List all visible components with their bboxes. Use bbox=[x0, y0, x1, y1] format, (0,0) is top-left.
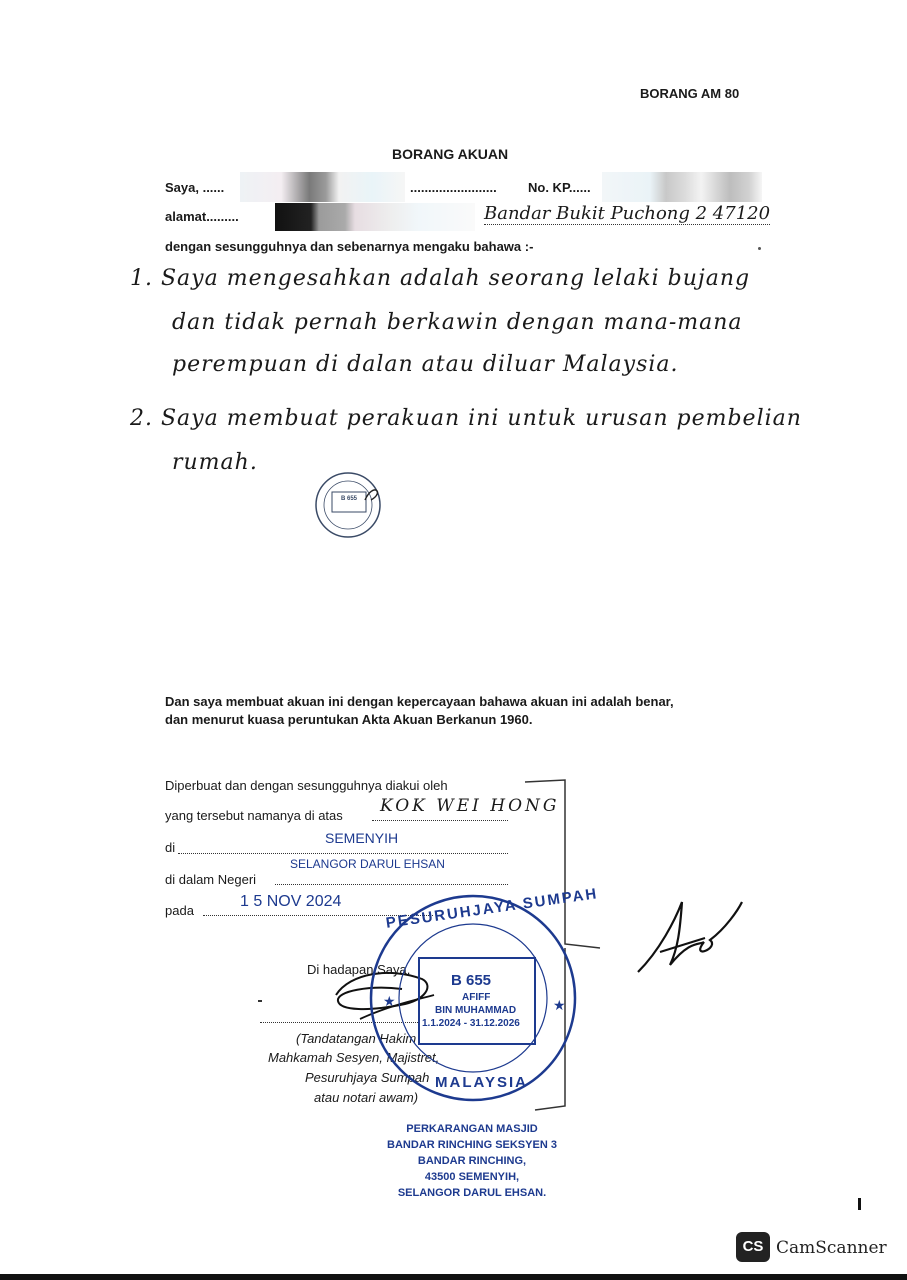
svg-text:★: ★ bbox=[383, 994, 396, 1010]
small-stamp-code: B 655 bbox=[341, 496, 358, 502]
address-line-1: PERKARANGAN MASJID bbox=[406, 1123, 538, 1135]
intro-text: dengan sesungguhnya dan sebenarnya mengaku bahawa :- bbox=[165, 239, 534, 254]
negeri-label: di dalam Negeri bbox=[165, 872, 257, 887]
statement-line-1: Dan saya membuat akuan ini dengan kepercayaan bahawa akuan ini adalah benar, bbox=[165, 694, 674, 709]
address-line-4: 43500 SEMENYIH, bbox=[424, 1171, 520, 1183]
role-line-2: Mahkamah Sesyen, Majistret, bbox=[268, 1050, 440, 1065]
seal-ring-bottom: MALAYSIA bbox=[435, 1074, 528, 1091]
negeri-dotline bbox=[275, 884, 508, 885]
pada-value: 1 5 NOV 2024 bbox=[240, 893, 342, 910]
seal-period: 1.1.2024 - 31.12.2026 bbox=[422, 1018, 520, 1029]
edge-mark bbox=[858, 1198, 861, 1210]
svg-text:★: ★ bbox=[553, 998, 566, 1014]
role-line-3: Pesuruhjaya Sumpah bbox=[305, 1070, 430, 1085]
di-value: SEMENYIH bbox=[325, 830, 399, 846]
hand-line-4: 2. Saya membuat perakuan ini untuk urusan pembelian bbox=[130, 406, 802, 431]
seal-code: B 655 bbox=[451, 972, 492, 989]
hand-line-1: 1. Saya mengesahkan adalah seorang lelaki bujang bbox=[130, 266, 751, 291]
saya-label: Saya, ...... bbox=[165, 180, 225, 195]
bottom-edge bbox=[0, 1274, 907, 1280]
declared-line-2: yang tersebut namanya di atas bbox=[165, 808, 343, 823]
role-line-4: atau notari awam) bbox=[314, 1090, 419, 1105]
alamat-label: alamat......... bbox=[165, 209, 239, 224]
redacted-name bbox=[240, 172, 405, 202]
hadapan-text: Di hadapan Saya, bbox=[307, 962, 411, 977]
seal-name-1: AFIFF bbox=[462, 992, 491, 1003]
camscanner-logo: CS bbox=[736, 1232, 770, 1262]
statement-line-2: dan menurut kuasa peruntukan Akta Akuan Berkanun 1960. bbox=[165, 712, 533, 727]
seal-ring-top: PESURUHJAYA SUMPAH bbox=[384, 885, 600, 932]
alamat-handwritten: Bandar Bukit Puchong 2 47120 bbox=[484, 203, 771, 224]
form-code: BORANG AM 80 bbox=[640, 86, 740, 101]
address-line-5: SELANGOR DARUL EHSAN. bbox=[397, 1187, 547, 1199]
address-line-3: BANDAR RINCHING, bbox=[417, 1155, 527, 1167]
di-dotline bbox=[178, 853, 508, 854]
redacted-address bbox=[275, 203, 475, 231]
di-label: di bbox=[165, 840, 176, 855]
small-stamp bbox=[313, 470, 383, 540]
name-dotline bbox=[372, 820, 508, 821]
speck-mark bbox=[258, 1000, 262, 1002]
redacted-kp bbox=[602, 172, 762, 202]
negeri-value: SELANGOR DARUL EHSAN bbox=[290, 857, 445, 871]
pada-label: pada bbox=[165, 903, 194, 918]
declared-line-1: Diperbuat dan dengan sesungguhnya diakui oleh bbox=[165, 778, 448, 793]
hand-line-5: rumah. bbox=[172, 450, 258, 475]
commissioner-seal bbox=[365, 885, 600, 1108]
speck-dot bbox=[758, 247, 761, 250]
address-line-2: BANDAR RINCHING SEKSYEN 3 bbox=[387, 1139, 557, 1151]
role-line-1: (Tandatangan Hakim bbox=[296, 1031, 417, 1046]
declared-name: KOK WEI HONG bbox=[380, 796, 560, 816]
hand-line-2: dan tidak pernah berkawin dengan mana-mana bbox=[172, 310, 743, 335]
hand-line-3: perempuan di dalan atau diluar Malaysia. bbox=[172, 352, 679, 377]
kp-label: No. KP...... bbox=[528, 180, 591, 195]
saya-dots: ........................ bbox=[410, 180, 497, 195]
form-title: BORANG AKUAN bbox=[392, 146, 509, 162]
declarant-signature bbox=[630, 890, 750, 980]
seal-name-2: BIN MUHAMMAD bbox=[435, 1005, 517, 1016]
camscanner-text: CamScanner bbox=[776, 1238, 887, 1258]
